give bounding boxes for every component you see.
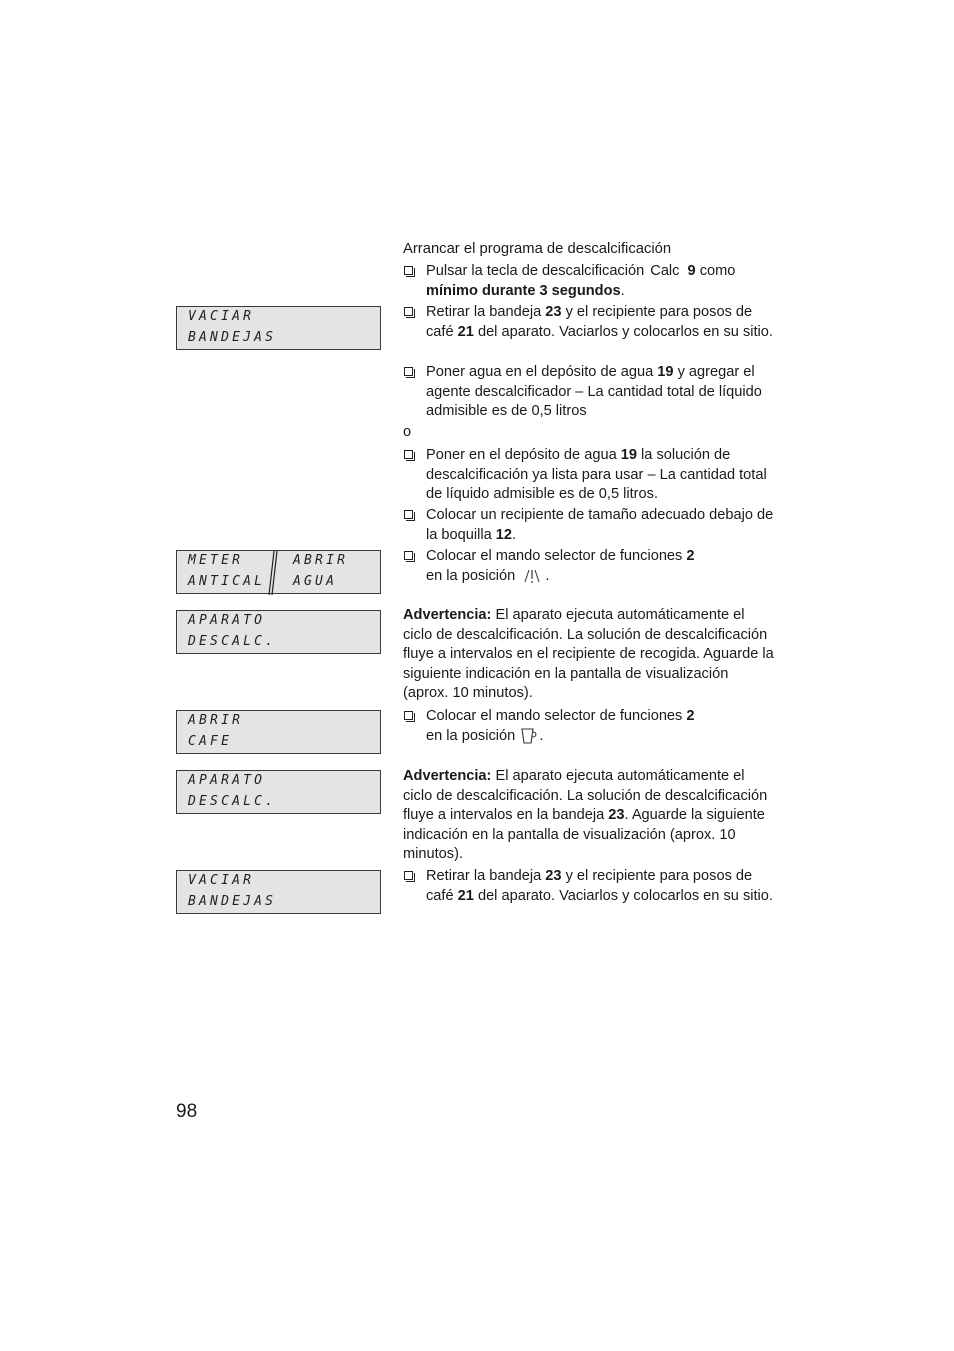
step-text: como	[699, 263, 736, 279]
display-vaciar-bandejas	[176, 306, 381, 350]
step-text: Colocar el mando selector de funciones	[426, 708, 683, 724]
step-text: en la posición	[426, 567, 516, 584]
display-line-1: APARATO	[188, 613, 266, 628]
or-separator: o	[403, 424, 412, 440]
display-aparato-descalc-2	[176, 770, 381, 814]
section-heading: Arrancar el programa de descalcificación	[403, 241, 672, 257]
step-text: .	[620, 282, 625, 299]
display-meter-antical-abrir-agua	[176, 550, 381, 594]
step-text: .	[545, 567, 550, 584]
display-line-1: VACIAR	[188, 873, 255, 888]
item-number: 12	[495, 526, 513, 543]
step-text: y el recipiente para posos de café	[426, 868, 753, 904]
step-text: Poner agua en el depósito de agua	[426, 364, 654, 380]
item-number: 21	[457, 323, 474, 340]
display-line-2: BANDEJAS	[188, 894, 277, 909]
step-remove-tray-2	[403, 867, 775, 906]
display-line-1: APARATO	[188, 773, 266, 788]
step-text: del aparato. Vaciarlos y colocarlos en su sitio.	[477, 887, 773, 904]
warning-label: Advertencia:	[403, 768, 492, 784]
step-text: Colocar el mando selector de funciones	[426, 548, 683, 564]
warning-label: Advertencia:	[403, 607, 492, 623]
display-aparato-descalc	[176, 610, 381, 654]
warning-text: El aparato ejecuta automáticamente el ciclo de descalcificación. La solución de descalcificación fluye a intervalos en el recipiente de recogida. Aguarde la siguiente indicación en la pantalla de visualización (aprox. 10 minutos).	[403, 607, 774, 701]
display-line-2: DESCALC.	[188, 794, 277, 809]
display-line-2: ANTICAL	[188, 574, 266, 589]
step-remove-tray	[403, 303, 775, 342]
step-text: en la posición	[426, 727, 516, 744]
display-line-2: CAFE	[188, 734, 233, 749]
item-number: 21	[457, 887, 474, 904]
step-text: y agregar el agente descalcificador – La cantidad total de líquido admisible es de 0,5 litros	[426, 364, 762, 419]
warning-text: El aparato ejecuta automáticamente el ciclo de descalcificación. La solución de descalcificación fluye a intervalos en la bandeja	[403, 768, 768, 823]
display-line-2: BANDEJAS	[188, 330, 277, 345]
display-line-1: METER	[188, 553, 244, 568]
step-add-ready-solution	[403, 446, 775, 505]
step-text: Colocar un recipiente de tamaño adecuado debajo de la boquilla	[426, 507, 774, 543]
step-add-water-descaler	[403, 363, 775, 422]
step-text: la solución de descalcificación ya lista para usar – La cantidad total de líquido admisible es de 0,5 litros.	[426, 447, 767, 502]
item-number: 2	[686, 548, 695, 564]
checkbox-bullet-icon	[404, 871, 413, 880]
page-number: 98	[176, 1101, 198, 1122]
step-text: .	[512, 526, 517, 543]
item-number: 19	[620, 447, 637, 463]
item-number: 23	[545, 868, 562, 884]
step-text: Retirar la bandeja	[426, 304, 542, 320]
checkbox-bullet-icon	[404, 510, 413, 519]
step-bold-text: mínimo durante 3 segundos	[426, 282, 621, 299]
checkbox-bullet-icon	[404, 307, 413, 316]
step-text: del aparato. Vaciarlos y colocarlos en su sitio.	[477, 323, 773, 340]
display-line-2: DESCALC.	[188, 634, 277, 649]
step-text: .	[539, 727, 544, 744]
step-text: Retirar la bandeja	[426, 868, 542, 884]
step-text: Poner en el depósito de agua	[426, 447, 617, 463]
display-line-1-right: ABRIR	[293, 553, 349, 568]
step-selector-coffee	[403, 707, 775, 746]
item-number: 9	[687, 263, 696, 279]
step-place-container	[403, 506, 775, 545]
cup-position-icon	[519, 727, 539, 745]
display-line-2-right: AGUA	[293, 574, 338, 589]
warning-text: . Aguarde la siguiente indicación en la pantalla de visualización (aprox. 10 minutos).	[403, 807, 765, 862]
item-number: 2	[686, 708, 695, 724]
step-text: Pulsar la tecla de descalcificación	[426, 263, 645, 279]
checkbox-bullet-icon	[404, 551, 413, 560]
checkbox-bullet-icon	[404, 266, 413, 275]
warning-2	[403, 767, 775, 865]
item-number: 23	[608, 807, 625, 823]
checkbox-bullet-icon	[404, 450, 413, 459]
steam-position-icon	[519, 568, 545, 584]
checkbox-bullet-icon	[404, 367, 413, 376]
checkbox-bullet-icon	[404, 711, 413, 720]
display-line-1: ABRIR	[188, 713, 244, 728]
step-selector-steam	[403, 547, 775, 586]
item-number: 19	[657, 364, 674, 380]
warning-1	[403, 606, 775, 704]
item-number: 23	[545, 304, 562, 320]
display-abrir-cafe	[176, 710, 381, 754]
display-line-1: VACIAR	[188, 309, 255, 324]
step-text: y el recipiente para posos de café	[426, 304, 753, 340]
display-separator-icon	[265, 551, 279, 595]
calc-key-label: Calc	[650, 263, 680, 279]
step-press-calc	[403, 262, 775, 301]
display-vaciar-bandejas-2	[176, 870, 381, 914]
